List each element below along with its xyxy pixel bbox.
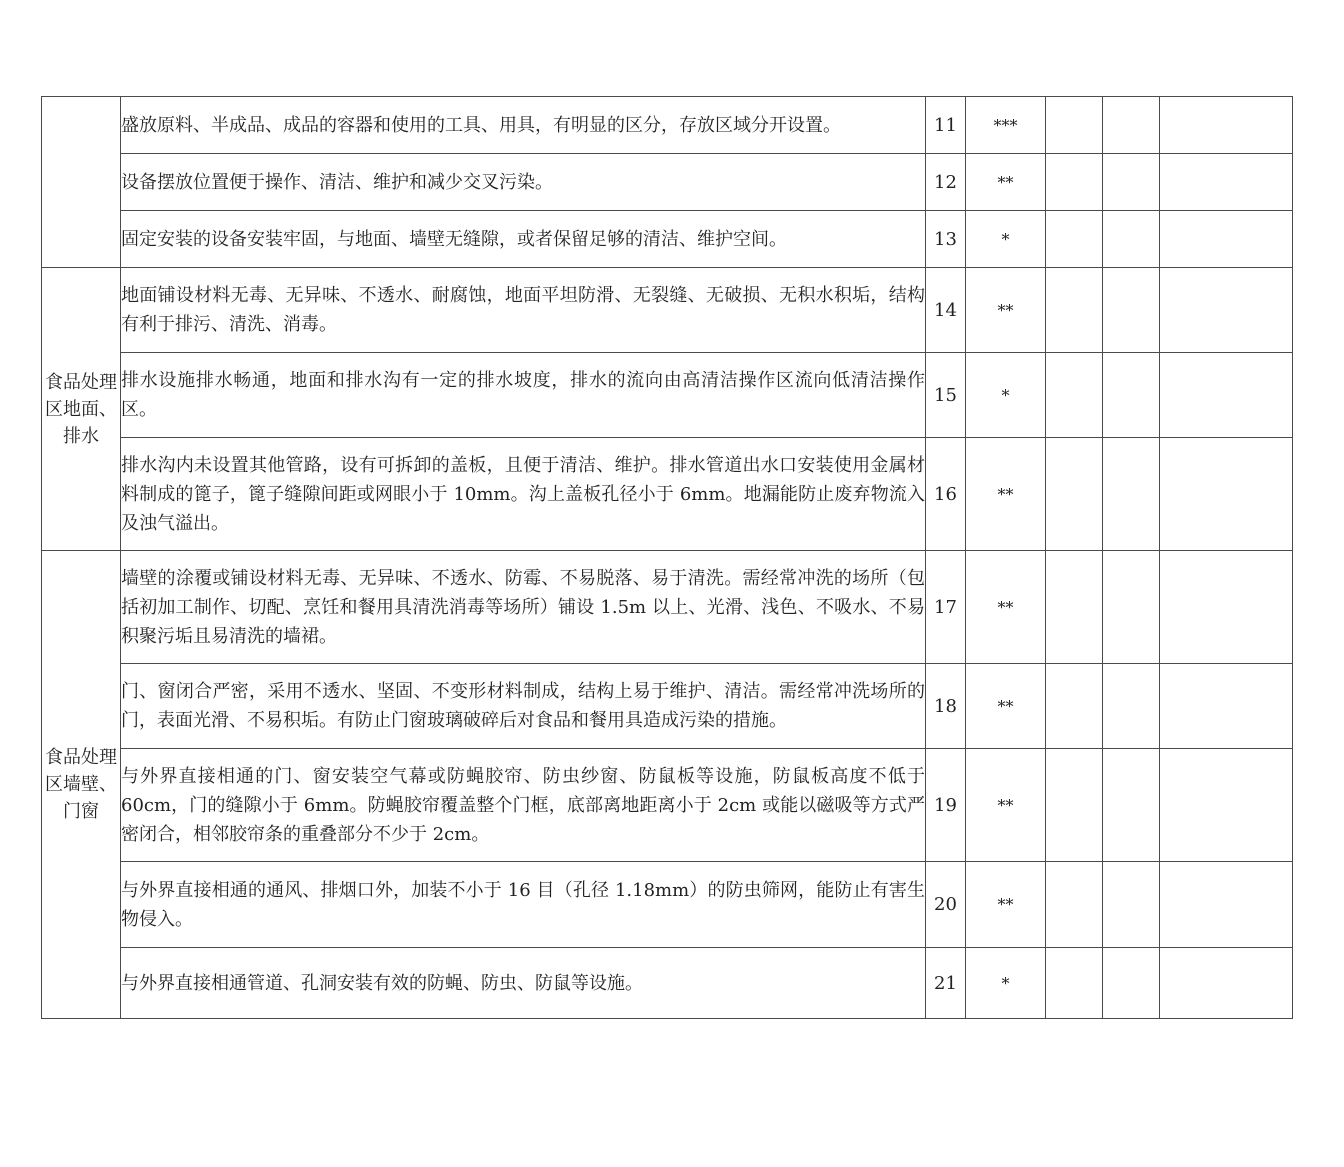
importance-level-cell: *	[966, 211, 1046, 268]
importance-level-cell: **	[966, 438, 1046, 551]
blank-cell	[1160, 664, 1293, 749]
table-row	[42, 438, 1293, 551]
blank-cell	[1046, 664, 1103, 749]
item-number-cell: 12	[926, 154, 966, 211]
importance-level-cell: *	[966, 353, 1046, 438]
item-number-cell: 17	[926, 551, 966, 664]
item-number-cell: 19	[926, 749, 966, 862]
inspection-table	[41, 96, 1293, 1019]
blank-cell	[1103, 154, 1160, 211]
blank-cell	[1046, 353, 1103, 438]
blank-cell	[1046, 154, 1103, 211]
requirement-cell: 盛放原料、半成品、成品的容器和使用的工具、用具，有明显的区分，存放区域分开设置。	[121, 97, 926, 154]
blank-cell	[1046, 211, 1103, 268]
requirement-cell: 门、窗闭合严密，采用不透水、坚固、不变形材料制成，结构上易于维护、清洁。需经常冲洗场所的门，表面光滑、不易积垢。有防止门窗玻璃破碎后对食品和餐用具造成污染的措施。	[121, 664, 926, 749]
item-number-cell: 21	[926, 948, 966, 1019]
requirement-cell: 排水沟内未设置其他管路，设有可拆卸的盖板，且便于清洁、维护。排水管道出水口安装使用金属材料制成的篦子，篦子缝隙间距或网眼小于 10mm。沟上盖板孔径小于 6mm。地漏能防止废弃物流入及浊气溢出。	[121, 438, 926, 551]
blank-cell	[1160, 438, 1293, 551]
blank-cell	[1160, 353, 1293, 438]
blank-cell	[1046, 97, 1103, 154]
table-row	[42, 749, 1293, 862]
blank-cell	[1046, 749, 1103, 862]
item-number-cell: 20	[926, 862, 966, 948]
table-row	[42, 268, 1293, 353]
requirement-cell: 地面铺设材料无毒、无异味、不透水、耐腐蚀，地面平坦防滑、无裂缝、无破损、无积水积垢，结构有利于排污、清洗、消毒。	[121, 268, 926, 353]
blank-cell	[1103, 268, 1160, 353]
blank-cell	[1103, 551, 1160, 664]
blank-cell	[1046, 948, 1103, 1019]
blank-cell	[1103, 438, 1160, 551]
item-number-cell: 15	[926, 353, 966, 438]
blank-cell	[1103, 862, 1160, 948]
requirement-cell: 固定安装的设备安装牢固，与地面、墙壁无缝隙，或者保留足够的清洁、维护空间。	[121, 211, 926, 268]
blank-cell	[1046, 862, 1103, 948]
requirement-cell: 与外界直接相通管道、孔洞安装有效的防蝇、防虫、防鼠等设施。	[121, 948, 926, 1019]
category-cell: 食品处理区地面、排水	[42, 268, 121, 551]
table-row	[42, 664, 1293, 749]
blank-cell	[1103, 948, 1160, 1019]
blank-cell	[1103, 353, 1160, 438]
item-number-cell: 13	[926, 211, 966, 268]
requirement-cell: 与外界直接相通的门、窗安装空气幕或防蝇胶帘、防虫纱窗、防鼠板等设施，防鼠板高度不低于 60cm，门的缝隙小于 6mm。防蝇胶帘覆盖整个门框，底部离地距离小于 2cm 或能以磁吸等方式严密闭合，相邻胶帘条的重叠部分不少于 2cm。	[121, 749, 926, 862]
blank-cell	[1160, 948, 1293, 1019]
item-number-cell: 18	[926, 664, 966, 749]
item-number-cell: 11	[926, 97, 966, 154]
blank-cell	[1103, 749, 1160, 862]
table-row	[42, 154, 1293, 211]
blank-cell	[1160, 154, 1293, 211]
blank-cell	[1160, 97, 1293, 154]
blank-cell	[1046, 268, 1103, 353]
requirement-cell: 与外界直接相通的通风、排烟口外，加装不小于 16 目（孔径 1.18mm）的防虫筛网，能防止有害生物侵入。	[121, 862, 926, 948]
requirement-cell: 排水设施排水畅通，地面和排水沟有一定的排水坡度，排水的流向由高清洁操作区流向低清洁操作区。	[121, 353, 926, 438]
requirement-cell: 墙壁的涂覆或铺设材料无毒、无异味、不透水、防霉、不易脱落、易于清洗。需经常冲洗的场所（包括初加工制作、切配、烹饪和餐用具清洗消毒等场所）铺设 1.5m 以上、光滑、浅色、不吸水、不易积聚污垢且易清洗的墙裙。	[121, 551, 926, 664]
importance-level-cell: **	[966, 862, 1046, 948]
blank-cell	[1160, 862, 1293, 948]
importance-level-cell: ***	[966, 97, 1046, 154]
requirement-cell: 设备摆放位置便于操作、清洁、维护和减少交叉污染。	[121, 154, 926, 211]
blank-cell	[1160, 551, 1293, 664]
category-cell	[42, 97, 121, 268]
table-row	[42, 551, 1293, 664]
importance-level-cell: *	[966, 948, 1046, 1019]
blank-cell	[1160, 268, 1293, 353]
blank-cell	[1103, 211, 1160, 268]
blank-cell	[1103, 664, 1160, 749]
blank-cell	[1103, 97, 1160, 154]
table-row	[42, 862, 1293, 948]
importance-level-cell: **	[966, 749, 1046, 862]
importance-level-cell: **	[966, 664, 1046, 749]
item-number-cell: 16	[926, 438, 966, 551]
importance-level-cell: **	[966, 268, 1046, 353]
item-number-cell: 14	[926, 268, 966, 353]
table-row	[42, 353, 1293, 438]
table-row	[42, 948, 1293, 1019]
blank-cell	[1046, 438, 1103, 551]
blank-cell	[1046, 551, 1103, 664]
importance-level-cell: **	[966, 551, 1046, 664]
table-row	[42, 97, 1293, 154]
category-cell: 食品处理区墙壁、门窗	[42, 551, 121, 1019]
table-row	[42, 211, 1293, 268]
importance-level-cell: **	[966, 154, 1046, 211]
blank-cell	[1160, 211, 1293, 268]
blank-cell	[1160, 749, 1293, 862]
